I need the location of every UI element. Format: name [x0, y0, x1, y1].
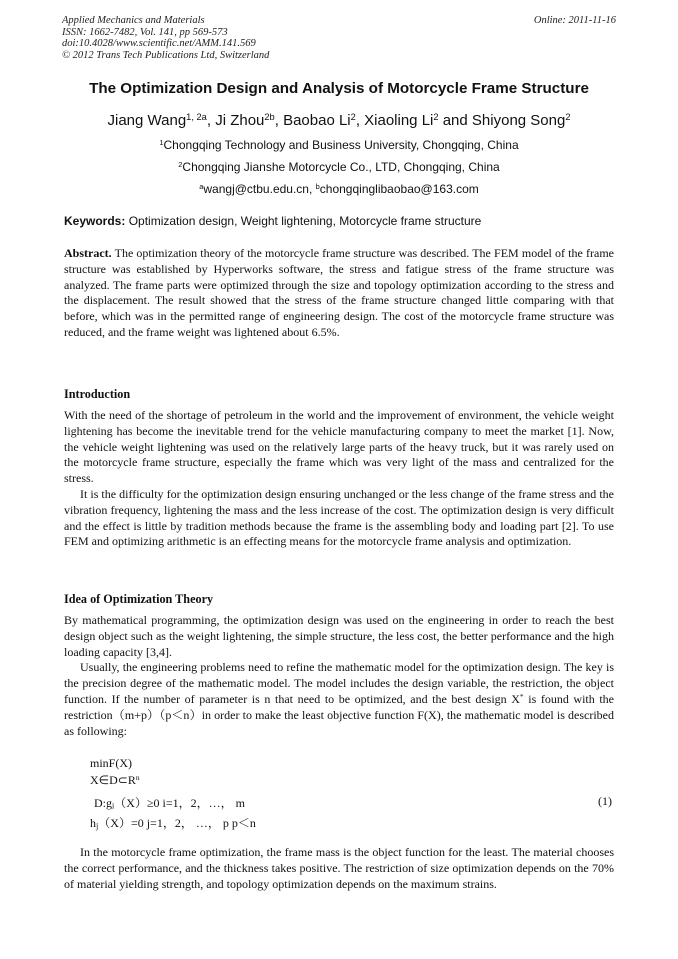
closing-paragraph: In the motorcycle frame optimization, the frame mass is the object function for the least. The material chooses the correct performance, and the thickness takes positive. The restriction of size optimization depends on the 70% of material yielding strength, and topology optimization depends on the maximum strains.: [64, 845, 614, 891]
equation-number: (1): [598, 794, 612, 808]
idea-body: [64, 613, 614, 739]
equation-text: X∈D⊂R: [90, 773, 136, 787]
author-affil-mark: 2: [350, 111, 356, 122]
author-list: Jiang Wang$^{1, 2a}$, Ji Zhou$^{2b}$, Baobao Li$^2$, Xiaoling Li$^2$ and Shiyong Song$^2$: [107, 111, 571, 129]
equation-sup: n: [135, 772, 140, 782]
author-affil-mark: 2: [433, 111, 439, 122]
section-heading-idea: Idea of Optimization Theory: [64, 592, 214, 606]
paragraph-text: is found with the restriction（m+p）（p＜n）in order to make the least objective function F(X), the mathematic model is described as following:: [64, 691, 614, 738]
introduction-body: [64, 408, 614, 550]
keywords-text: Optimization design, Weight lightening, Motorcycle frame structure: [128, 214, 482, 228]
affiliation-text: Chongqing Technology and Business University, Chongqing, China: [163, 138, 519, 152]
email-a: wangj@ctbu.edu.cn,: [203, 182, 316, 196]
copyright-line: © 2012 Trans Tech Publications Ltd, Switzerland: [62, 49, 270, 61]
affiliation-mark: 1: [159, 137, 164, 147]
paper-title: The Optimization Design and Analysis of Motorcycle Frame Structure: [89, 80, 589, 97]
online-date: Online: 2011-11-16: [533, 15, 616, 26]
keywords: [64, 214, 614, 228]
journal-header: [62, 15, 616, 61]
author-name: Ji Zhou: [215, 112, 265, 129]
equation-sub: j: [96, 821, 99, 831]
paragraph-text: Usually, the engineering problems need to refine the mathematic model for the optimization design. The key is the precision degree of the mathematic model. The model includes the design variable, the restriction, the object function. If the number of parameter is n that need to be optimized, and the best design X: [64, 660, 614, 706]
email-mark: b: [315, 181, 320, 191]
paragraph: It is the difficulty for the optimization design ensuring unchanged or the less change of the frame stress and the vibration frequency, lightening the mass and the less increase of the cost. The optimization design is very difficult and the effect is little by tradition methods because the frame is the assembling body and loading part [2]. To use FEM and optimizing arithmetic is an effecting means for the motorcycle frame analysis and optimization.: [64, 486, 614, 549]
section-heading-introduction: Introduction: [64, 387, 131, 401]
author-affil-mark: 1, 2a: [186, 111, 207, 122]
equation-text: （X）=0 j=1，2， …， p p＜n: [98, 816, 256, 830]
abstract: [64, 246, 614, 341]
paragraph: With the need of the shortage of petroleum in the world and the improvement of environment, the vehicle weight lightening has become the inevitable trend for the vehicle manufacturing company to meet the market [1]. Now, the vehicle weight lightening was used on the relatively large parts of the heavy truck, but it was rarely used on the motorcycle frame structure, especially the frame which was very light of the mass and centralized for the stress.: [64, 408, 614, 486]
author-affil-mark: 2b: [264, 111, 275, 122]
author-emails: [40, 182, 638, 196]
equation-block: [64, 756, 614, 836]
abstract-text: The optimization theory of the motorcycle frame structure was described. The FEM model of the frame structure was established by Hyperworks software, the stress and fatigue stress of the frame structure was analyzed. The frame parts were optimized through the size and topology optimization according to the stress and the displacement. The result showed that the stress of the frame structure changed little comparing with that before, which was in the permitted range of engineering design. The cost of the motorcycle frame structure was reduced, and the frame weight was lightened about 6.5%.: [64, 246, 614, 339]
affiliation-mark: 2: [178, 159, 183, 169]
author-name: Xiaoling Li: [364, 112, 434, 129]
author-name: Shiyong Song: [471, 112, 566, 129]
author-name: Baobao Li: [283, 112, 351, 129]
equation-text: （X）≥0 i=1，2，…， m: [114, 796, 245, 810]
email-b: chongqinglibaobao@163.com: [319, 182, 479, 196]
equation-line: [90, 814, 256, 831]
equation-sub: i: [112, 801, 115, 811]
issn-line: ISSN: 1662-7482, Vol. 141, pp 569-573: [62, 26, 228, 38]
equation-text: D:g: [94, 796, 112, 810]
paragraph: [64, 660, 614, 739]
author-name: Jiang Wang: [107, 112, 187, 129]
doi-line: doi:10.4028/www.scientific.net/AMM.141.569: [62, 38, 256, 49]
author-affil-mark: 2: [565, 111, 571, 122]
affiliation-2: [40, 160, 638, 174]
equation-line: minF(X): [90, 756, 132, 770]
paragraph: By mathematical programming, the optimization design was used on the engineering in order to reach the best design object such as the weight lightening, the simple structure, the less cost, the better performance and the high loading capacity [3,4].: [64, 613, 614, 659]
equation-text: h: [90, 816, 96, 830]
keywords-label: Keywords:: [64, 214, 126, 228]
affiliation-1: [40, 138, 638, 152]
affiliation-text: Chongqing Jianshe Motorcycle Co., LTD, Chongqing, China: [182, 160, 500, 174]
equation-line: [94, 794, 245, 811]
email-mark: a: [199, 181, 204, 191]
journal-name: Applied Mechanics and Materials: [62, 15, 205, 26]
abstract-label: Abstract.: [64, 246, 112, 260]
equation-line: [90, 773, 140, 788]
optimum-mark: *: [519, 691, 524, 701]
